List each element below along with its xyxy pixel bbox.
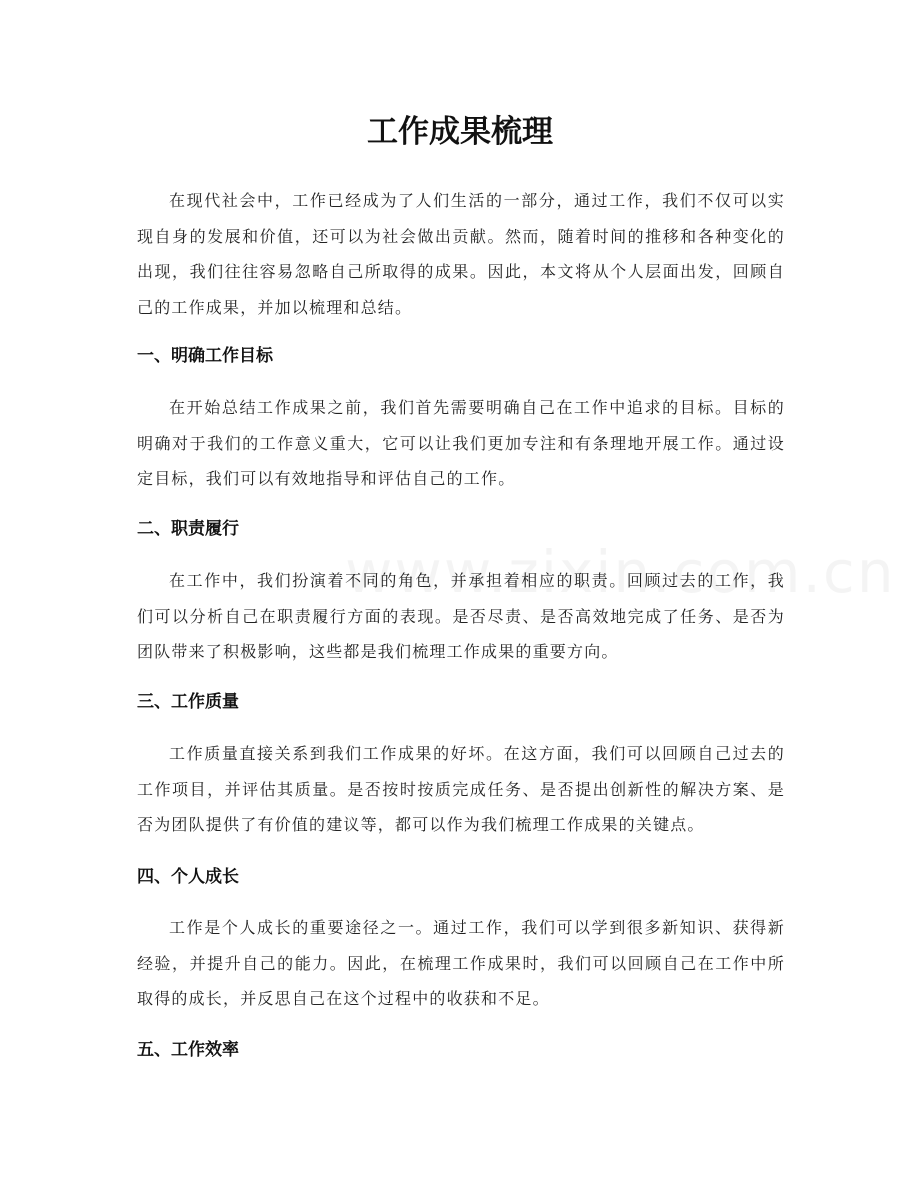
section-body-1: 在开始总结工作成果之前，我们首先需要明确自己在工作中追求的目标。目标的明确对于我们的工作意义重大，它可以让我们更加专注和有条理地开展工作。通过设定目标，我们可以有效地指导和评估自己的工作。 — [137, 398, 785, 488]
section-heading-4: 四、个人成长 — [137, 867, 239, 887]
section-body-3: 工作质量直接关系到我们工作成果的好坏。在这方面，我们可以回顾自己过去的工作项目，并评估其质量。是否按时按质完成任务、是否提出创新性的解决方案、是否为团队提供了有价值的建议等，都可以作为我们梳理工作成果的关键点。 — [137, 744, 785, 834]
section-body-4: 工作是个人成长的重要途径之一。通过工作，我们可以学到很多新知识、获得新经验，并提升自己的能力。因此，在梳理工作成果时，我们可以回顾自己在工作中所取得的成长，并反思自己在这个过程中的收获和不足。 — [137, 918, 785, 1008]
intro-paragraph: 在现代社会中，工作已经成为了人们生活的一部分，通过工作，我们不仅可以实现自身的发展和价值，还可以为社会做出贡献。然而，随着时间的推移和各种变化的出现，我们往往容易忽略自己所取得的成果。因此，本文将从个人层面出发，回顾自己的工作成果，并加以梳理和总结。 — [137, 191, 785, 317]
document-title: 工作成果梳理 — [367, 114, 553, 150]
section-body-2: 在工作中，我们扮演着不同的角色，并承担着相应的职责。回顾过去的工作，我们可以分析自己在职责履行方面的表现。是否尽责、是否高效地完成了任务、是否为团队带来了积极影响，这些都是我们梳理工作成果的重要方向。 — [137, 571, 785, 661]
section-heading-1: 一、明确工作目标 — [137, 346, 273, 366]
section-heading-2: 二、职责履行 — [137, 519, 239, 539]
section-heading-5: 五、工作效率 — [137, 1040, 239, 1060]
section-heading-3: 三、工作质量 — [137, 692, 239, 712]
